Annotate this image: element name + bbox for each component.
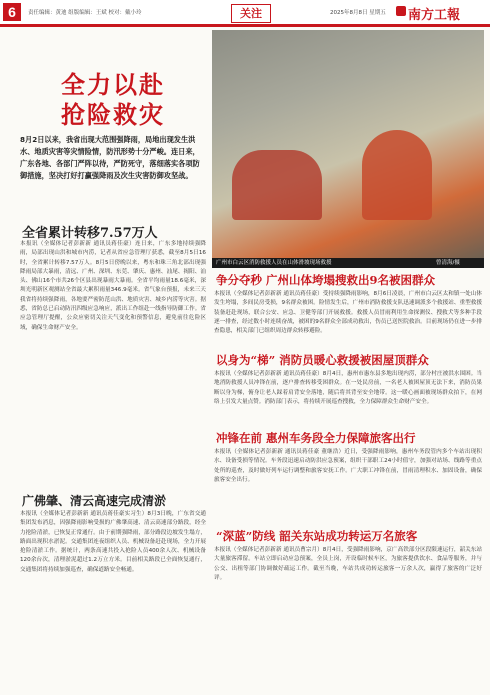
brand-name: 南方工報 — [408, 8, 461, 23]
lead-paragraph: 8月2日以来，我省出现大范围强降雨，局地出现发生洪水、地质灾害等灾情险情，防汛形势十分严峻。连日来，广东各地、各部门严阵以待，严防死守，落细落实各项防御措施，坚决打好打赢强降雨及次生灾害防御攻坚战。 — [20, 135, 200, 180]
article-title: 冲锋在前 惠州车务段全力保障旅客出行 — [216, 431, 416, 445]
article-title: 争分夺秒 广州山体垮塌搜救出9名被困群众 — [216, 273, 436, 287]
brand-logo-icon — [396, 6, 406, 16]
article-body: 本报讯（全媒体记者彭新新 通讯员蒋佳豪）连日来，广东多地持续强降雨，局部出现山洪和城市内涝，记者从省应急管理厅获悉，截至8月5日16时，全省累计转移7.57万人。8月5日傍晚以来，粤东和珠三角北部出现强降雨局部大暴雨，清远、广州、深圳、东莞、肇庆、惠州、汕尾、揭阳、汕头、佛山16个市共26个区县出现暴雨大暴雨。全省平均雨量18.6毫米，深圳光明新区观测站全省最大累积雨量346.9毫米。省气象台预报，未来三天我省将持续强降雨，各地要严密防范山洪、地质灾害、城乡内涝等灾害。据悉，省防总已启动防汛四级应急响应，派出工作组赴一线指导防御工作。省应急管理厅提醒，公众应密切关注天气变化和预警信息，避免前往危险区域，确保生命财产安全。 — [20, 241, 206, 331]
article-title: 全省累计转移7.57万人 — [22, 226, 158, 241]
article-title: 以身为“梯” 消防员暖心救援被困屋顶群众 — [216, 353, 429, 367]
masthead — [0, 0, 490, 27]
section-label: 关注 — [231, 4, 271, 23]
article-body: 本报讯（全媒体记者彭新新 通讯员蒋佳豪实习生）8月3日晚，广东省交通集团发布消息，因强降雨影响受损的广佛肇高速、清云高速部分路段，经全力抢险清淤，已恢复正常通行。由于前期强降雨，部分路段边坡发生塌方，路面出现积水淤泥。交通集团连夜组织人员、机械设备赶赴现场，全力开展抢险清淤工作。据统计，两条高速共投入抢险人员400余人次、机械设备120余台次，清理淤泥超过1.2万立方米。目前相关路段已全面恢复通行，交通集团将持续加强巡查，确保道路安全畅通。 — [20, 511, 206, 573]
headline-line-1: 全力以赴 — [61, 70, 165, 99]
article-title: “深蓝”防线 韶关东站成功转运万名旅客 — [216, 529, 418, 543]
rescue-photo — [212, 30, 484, 258]
article-body: 本报讯（全媒体记者彭新新 通讯员蒋佳豪 董继浩）近日，受强降雨影响，惠州车务段管内多个车站出现积水、设备受损等情况。车务段迅速启动防洪应急预案，组织干部职工24小时值守，加强对站场、线路等重点处所的巡查，及时做好列车运行调整和旅客安抚工作。广大职工冲锋在前，冒雨清理积水、加固设备，确保旅客安全出行。 — [214, 449, 482, 483]
main-headline — [38, 70, 188, 130]
article-body: 本报讯（全媒体记者彭新新 通讯员蒋佳豪）8月4日，惠州市惠东县多地出现内涝，部分村庄被洪水围困。当地消防救援人员冲锋在前，逐户排查转移受困群众。在一处民房前，一名老人被困屋顶无法下来，消防员果断以身为梯，俯身让老人踩着肩背安全落地，随后将其背至安全地带。这一暖心画面被现场群众拍下，在网络上引发大量点赞。消防部门表示，将持续开展巡查搜救，全力保障群众生命财产安全。 — [214, 371, 482, 405]
page-number: 6 — [3, 3, 21, 21]
article-title: 广佛肇、清云高速完成清淤 — [22, 494, 167, 508]
editors-line: 责任编辑：黄迪 组版编辑：王斌 校对：戴小玲 — [28, 10, 142, 16]
article-body: 本报讯（全媒体记者彭新新 通讯员曹宗月）8月4日，受强降雨影响，京广高铁部分区段限速运行，韶关东站大量旅客滞留。车站立即启动应急预案，全员上岗，开设临时候车区，为旅客提供饮水、食品等服务，并与公交、出租等部门协调做好疏运工作。截至当晚，车站共成功转运旅客一万余人次，赢得了旅客的广泛好评。 — [214, 547, 482, 581]
photo-figure — [362, 130, 432, 220]
headline-line-2: 抢险救灾 — [61, 100, 165, 129]
photo-credit: 曾清海/摄 — [436, 260, 460, 266]
article-body: 本报讯（全媒体记者彭新新 通讯员蒋佳豪）受持续强降雨影响，8月6日凌晨，广州市白云区太和镇一处山体发生垮塌，多间民房受损，9名群众被困。险情发生后，广州市消防救援支队迅速调派多个救援站、重型救援装备赶赴现场，联合公安、应急、卫健等部门开展救援。救援人员冒雨利用生命探测仪、搜救犬等多种手段逐一排查，经过数小时连续奋战，被困的9名群众全部成功救出，伤员已送医院救治。目前现场仍在进一步排查隐患，相关部门已组织周边群众转移避险。 — [214, 291, 482, 335]
photo-figure — [232, 150, 322, 220]
photo-caption: 广州市白云区消防救援人员在山体滑坡现场救援 — [216, 260, 332, 266]
issue-date: 2025年8月8日 星期五 — [330, 10, 386, 16]
